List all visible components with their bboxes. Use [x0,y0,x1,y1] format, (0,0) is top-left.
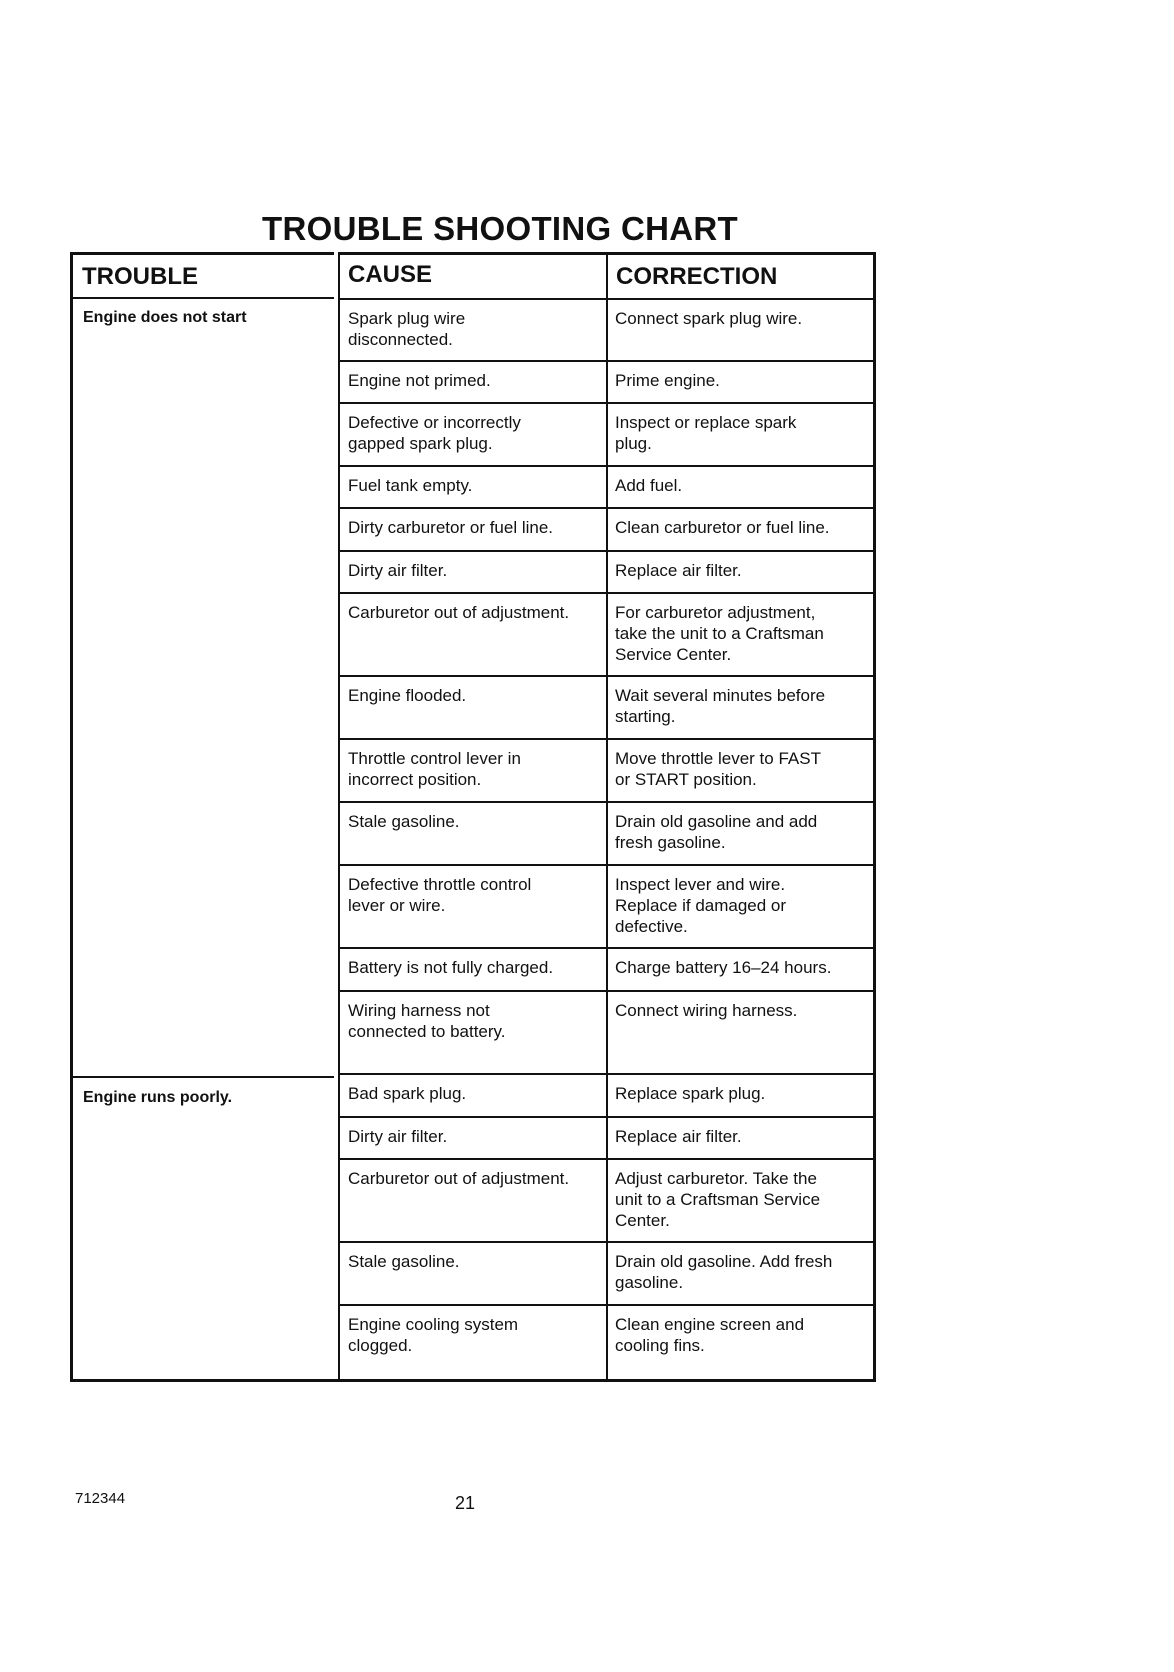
cause-cell: Stale gasoline. [348,1252,460,1271]
column-divider [606,300,608,360]
cause-cell: Carburetor out of adjustment. [348,603,570,622]
correction-cell: Inspect or replace spark plug. [615,413,797,453]
column-divider [606,1243,608,1304]
cause-cell: Battery is not fully charged. [348,958,554,977]
correction-cell: Replace spark plug. [615,1084,766,1103]
column-divider [606,677,608,738]
table-row [338,801,876,866]
cause-cell: Throttle control lever in incorrect position. [348,749,521,789]
correction-cell: For carburetor adjustment, take the unit to a Craftsman Service Center. [615,603,824,664]
cause-cell: Dirty air filter. [348,1127,448,1146]
table-row [338,675,876,740]
correction-header: CORRECTION [616,263,778,290]
column-divider [606,1160,608,1241]
correction-cell: Replace air filter. [615,561,742,580]
cause-cell: Stale gasoline. [348,812,460,831]
table-row [338,465,876,509]
correction-cell: Drain old gasoline. Add fresh gasoline. [615,1252,833,1292]
table-row [338,298,876,362]
table-row [338,738,876,803]
cause-cell: Spark plug wire disconnected. [348,309,466,349]
trouble-shooting-table [70,252,876,1382]
table-row [338,507,876,552]
trouble-header-cell [73,255,334,299]
cause-cell: Dirty carburetor or fuel line. [348,518,554,537]
cause-cell: Dirty air filter. [348,561,448,580]
cause-cell: Engine flooded. [348,686,467,705]
trouble-header: TROUBLE [82,263,198,290]
column-divider [606,404,608,465]
correction-cell: Add fuel. [615,476,683,495]
table-bottom-border [70,1379,876,1382]
cause-cell: Engine not primed. [348,371,491,390]
column-divider [606,362,608,402]
table-row [338,864,876,949]
column-divider [606,1306,608,1380]
table-row [338,592,876,677]
cause-cell: Carburetor out of adjustment. [348,1169,570,1188]
column-divider [606,992,608,1073]
correction-cell: Clean carburetor or fuel line. [615,518,830,537]
column-divider [606,467,608,507]
cause-header: CAUSE [348,261,433,288]
column-divider [606,949,608,990]
correction-cell: Inspect lever and wire. Replace if damaged or defective. [615,875,787,936]
table-row [338,1304,876,1382]
cause-cell: Wiring harness not connected to battery. [348,1001,506,1041]
trouble-column [70,252,334,1382]
correction-cell: Connect wiring harness. [615,1001,798,1020]
column-divider [606,1118,608,1158]
page-title: TROUBLE SHOOTING CHART [262,210,738,247]
correction-cell: Clean engine screen and cooling fins. [615,1315,805,1355]
table-row [338,402,876,467]
correction-cell: Wait several minutes before starting. [615,686,826,726]
column-divider [606,803,608,864]
correction-cell: Drain old gasoline and add fresh gasoline. [615,812,818,852]
table-row [338,550,876,594]
table-row [338,1073,876,1118]
cause-cell: Defective throttle control lever or wire. [348,875,532,915]
trouble-engine-runs-poorly: Engine runs poorly. [83,1089,233,1106]
page-number: 21 [455,1493,476,1513]
group-divider [73,1076,334,1078]
table-row [338,360,876,404]
document-number: 712344 [75,1490,126,1507]
table-row [338,1241,876,1306]
header-row [338,252,876,300]
column-divider [606,594,608,675]
cause-cell: Defective or incorrectly gapped spark plug. [348,413,521,453]
column-divider [606,866,608,947]
correction-cell: Connect spark plug wire. [615,309,803,328]
column-divider [606,1075,608,1116]
correction-cell: Move throttle lever to FAST or START position. [615,749,821,789]
table-row [338,1158,876,1243]
table-row [338,990,876,1075]
cause-cell: Engine cooling system clogged. [348,1315,519,1355]
cause-cell: Fuel tank empty. [348,476,473,495]
header-divider [606,255,608,298]
correction-cell: Charge battery 16–24 hours. [615,958,832,977]
table-row [338,947,876,992]
trouble-engine-does-not-start: Engine does not start [83,309,247,326]
column-divider [606,740,608,801]
cause-cell: Bad spark plug. [348,1084,467,1103]
column-divider [606,509,608,550]
table-row [338,1116,876,1160]
correction-cell: Replace air filter. [615,1127,742,1146]
correction-cell: Prime engine. [615,371,720,390]
column-divider [606,552,608,592]
correction-cell: Adjust carburetor. Take the unit to a Craftsman Service Center. [615,1169,821,1230]
